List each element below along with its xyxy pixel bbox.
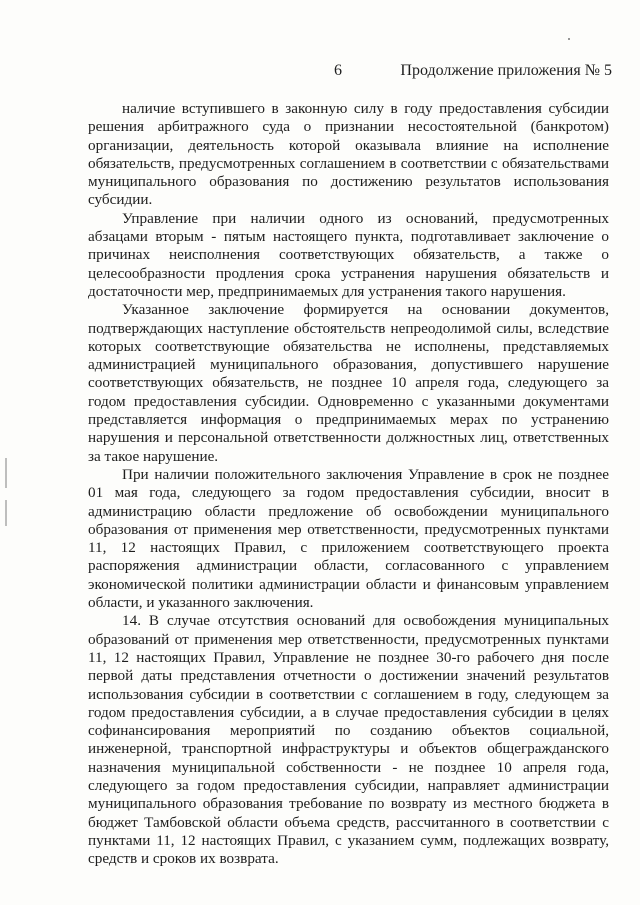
paragraph-conclusion-basis: Указанное заключение формируется на основании документов, подтверждающих наступление обстоятельств непреодолимой силы, вследствие которых соответствующие обязательства не исполнены, представляемых администрацией муниципального образования, допустившего нарушение соответствующих обязательств, не позднее 10 апреля года, следующего за годом предоставления субсидии. Одновременно с указанными документами представляется информация о предпринимаемых мерах по устранению нарушения и персональной ответственности должностных лиц, ответственных за такое нарушение.	[88, 301, 609, 465]
margin-scan-mark	[5, 458, 7, 488]
document-body	[88, 100, 609, 868]
scan-speck	[568, 38, 570, 40]
paragraph-management-conclusion: Управление при наличии одного из оснований, предусмотренных абзацами вторым - пятым настоящего пункта, подготавливает заключение о причинах неисполнения соответствующих обязательств, а также о целесообразности продления срока устранения нарушения обязательств и достаточности мер, предпринимаемых для устранения такого нарушения.	[88, 209, 609, 300]
paragraph-bankruptcy-condition: наличие вступившего в законную силу в году предоставления субсидии решения арбитражного суда о признании несостоятельной (банкротом) организации, деятельность которой оказывала влияние на исполнение обязательств, предусмотренных соглашением в соответствии с обязательствами муниципального образования по достижению результатов использования субсидии.	[88, 100, 609, 209]
paragraph-item-14: 14. В случае отсутствия оснований для освобождения муниципальных образований от применения мер ответственности, предусмотренных пунктами 11, 12 настоящих Правил, Управление не позднее 30-го рабочего дня после первой даты представления отчетности о достижении значений результатов использования субсидии в соответствии с соглашением в году, следующем за годом предоставления субсидии, а в случае предоставления субсидии в целях софинансирования мероприятий по созданию объектов социальной, инженерной, транспортной инфраструктуры и объектов общегражданского назначения муниципальной собственности - не позднее 10 апреля года, следующего за годом предоставления субсидии, направляет администрации муниципального образования требование по возврату из местного бюджета в бюджет Тамбовской области объема средств, рассчитанного в соответствии с пунктами 11, 12 настоящих Правил, с указанием сумм, подлежащих возврату, средств и сроков их возврата.	[88, 612, 609, 868]
margin-scan-mark	[5, 500, 7, 526]
page-header	[0, 62, 640, 84]
appendix-continuation-title: Продолжение приложения № 5	[400, 62, 612, 79]
paragraph-positive-conclusion: При наличии положительного заключения Управление в срок не позднее 01 мая года, следующего за годом предоставления субсидии, вносит в администрацию области предложение об освобождении муниципального образования от применения мер ответственности, предусмотренных пунктами 11, 12 настоящих Правил, с приложением соответствующего проекта распоряжения администрации области, согласованного с управлением экономической политики администрации области и финансовым управлением области, и указанного заключения.	[88, 465, 609, 612]
page-number: 6	[334, 62, 342, 79]
